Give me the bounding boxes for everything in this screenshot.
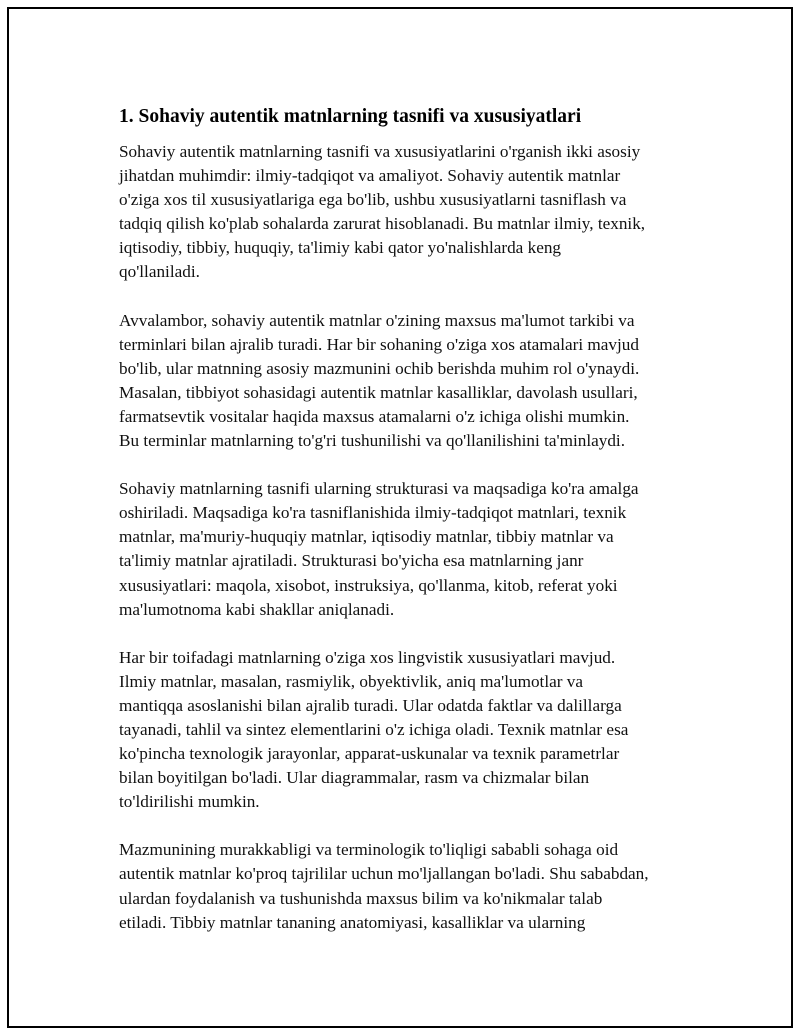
text-line: terminlari bilan ajralib turadi. Har bir sohaning o'ziga xos atamalari mavjud [119, 334, 639, 354]
text-line: Har bir toifadagi matnlarning o'ziga xos lingvistik xususiyatlari mavjud. [119, 647, 616, 667]
text-line: ta'limiy matnlar ajratiladi. Strukturasi bo'yicha esa matnlarning janr [119, 551, 584, 571]
text-line: oshiriladi. Maqsadiga ko'ra tasniflanishida ilmiy-tadqiqot matnlari, texnik [119, 503, 627, 523]
text-line: Masalan, tibbiyot sohasidagi autentik matnlar kasalliklar, davolash usullari, [119, 382, 638, 402]
text-line: tadqiq qilish ko'plab sohalarda zarurat hisoblanadi. Bu matnlar ilmiy, texnik, [119, 214, 646, 234]
text-line: o'ziga xos til xususiyatlariga ega bo'lib, ushbu xususiyatlarni tasniflash va [119, 190, 627, 210]
paragraph-1 [119, 140, 699, 285]
text-line: ma'lumotnoma kabi shakllar aniqlanadi. [119, 599, 395, 619]
text-line: bo'lib, ular matnning asosiy mazmunini ochib berishda muhim rol o'ynaydi. [119, 358, 640, 378]
text-line: qo'llaniladi. [119, 262, 200, 282]
text-line: tayanadi, tahlil va sintez elementlarini o'z ichiga oladi. Texnik matnlar esa [119, 719, 629, 739]
text-line: to'ldirilishi mumkin. [119, 792, 260, 812]
document-content [119, 104, 699, 959]
text-line: bilan boyitilgan bo'ladi. Ular diagrammalar, rasm va chizmalar bilan [119, 768, 590, 788]
text-line: iqtisodiy, tibbiy, huquqiy, ta'limiy kabi qator yo'nalishlarda keng [119, 238, 562, 258]
text-line: matnlar, ma'muriy-huquqiy matnlar, iqtisodiy matnlar, tibbiy matnlar va [119, 527, 614, 547]
text-line: Ilmiy matnlar, masalan, rasmiylik, obyektivlik, aniq ma'lumotlar va [119, 671, 583, 691]
paragraph-3 [119, 477, 699, 622]
text-line: Sohaviy autentik matnlarning tasnifi va xususiyatlarini o'rganish ikki asosiy [119, 142, 641, 161]
text-line: xususiyatlari: maqola, xisobot, instruksiya, qo'llanma, kitob, referat yoki [119, 575, 618, 595]
document-page [7, 7, 793, 1028]
text-line: ulardan foydalanish va tushunishda maxsus bilim va ko'nikmalar talab [119, 888, 603, 908]
text-line: mantiqqa asoslanishi bilan ajralib turadi. Ular odatda faktlar va dalillarga [119, 695, 622, 715]
text-line: autentik matnlar ko'proq tajrililar uchun mo'ljallangan bo'ladi. Shu sababdan, [119, 864, 649, 884]
text-line: Bu terminlar matnlarning to'g'ri tushunilishi va qo'llanilishini ta'minlaydi. [119, 431, 625, 451]
paragraph-2 [119, 309, 699, 454]
text-line: Avvalambor, sohaviy autentik matnlar o'zining maxsus ma'lumot tarkibi va [119, 310, 635, 330]
paragraph-4 [119, 646, 699, 815]
text-line: ko'pincha texnologik jarayonlar, apparat-uskunalar va texnik parametrlar [119, 744, 620, 764]
text-line: Mazmunining murakkabligi va terminologik to'liqligi sababli sohaga oid [119, 840, 619, 860]
section-heading: 1. Sohaviy autentik matnlarning tasnifi va xususiyatlari [119, 106, 582, 127]
text-line: farmatsevtik vositalar haqida maxsus atamalarni o'z ichiga olishi mumkin. [119, 406, 630, 426]
paragraph-5 [119, 838, 699, 934]
text-line: jihatdan muhimdir: ilmiy-tadqiqot va amaliyot. Sohaviy autentik matnlar [119, 166, 621, 186]
text-line: etiladi. Tibbiy matnlar tananing anatomiyasi, kasalliklar va ularning [119, 912, 586, 932]
text-line: Sohaviy matnlarning tasnifi ularning strukturasi va maqsadiga ko'ra amalga [119, 479, 639, 499]
